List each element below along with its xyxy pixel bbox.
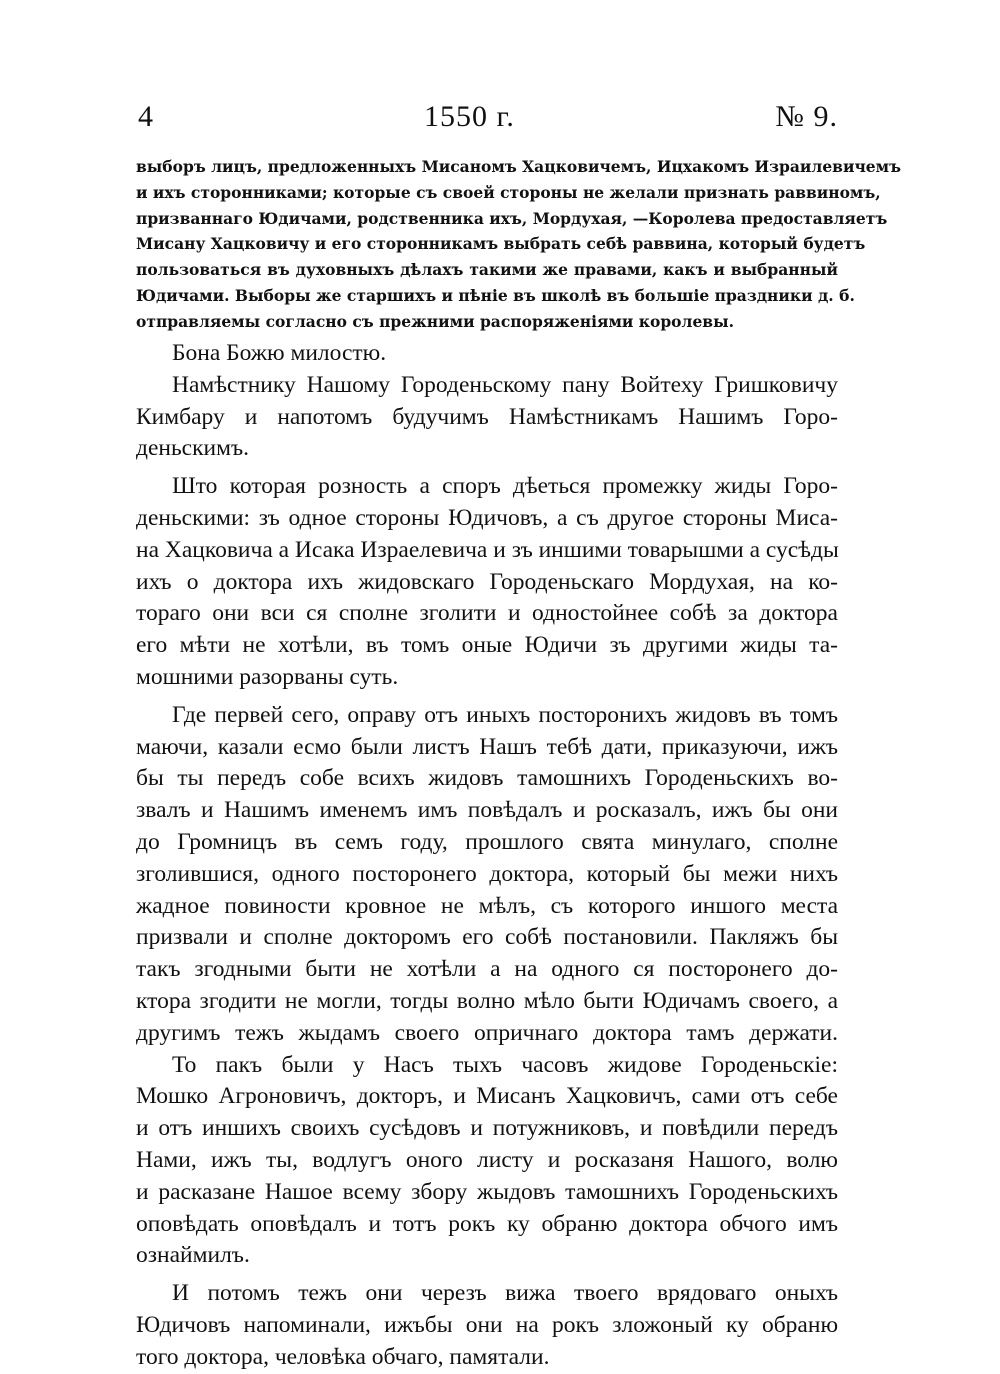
body-line: ктора згодити не могли, тогды волно мѣло быти Юдичамъ своего, а: [136, 987, 838, 1014]
document-summary: [136, 154, 902, 335]
body-line: оповѣдать оповѣдалъ и тотъ рокъ ку обраню доктора обчого имъ: [136, 1210, 838, 1237]
body-line: маючи, казали есмо были листъ Нашъ тебѣ дати, приказуючи, ижъ: [136, 733, 838, 760]
body-line: Што которая розность а споръ дѣеться промежку жиды Горо-: [172, 473, 838, 500]
body-line: на Хацковича а Исака Израелевича и зъ иншими товарышми а сусѣды: [136, 536, 839, 563]
body-line: Юдичовъ напоминали, ижъбы они на рокъ зложоный ку обраню: [136, 1311, 838, 1338]
body-line: тораго они вси ся сполне зголити и одностойнее собѣ за доктора: [136, 600, 838, 627]
body-line: То пакъ были у Насъ тыхъ часовъ жидове Городеньскіе:: [172, 1051, 838, 1078]
body-line: Кимбару и напотомъ будучимъ Намѣстникамъ Нашимъ Горо-: [136, 403, 838, 430]
body-line: мошними разорваны суть.: [136, 663, 399, 690]
paragraph: [136, 471, 838, 694]
body-line: бы ты передъ собе всихъ жидовъ тамошнихъ Городеньскихъ во-: [136, 765, 838, 792]
paragraph: [136, 1050, 838, 1273]
body-line: Мошко Агроновичъ, докторъ, и Мисанъ Хацковичъ, сами отъ себе: [136, 1083, 838, 1110]
body-line: того доктора, человѣка обчаго, памятали.: [136, 1343, 550, 1370]
body-line: деньскимъ.: [136, 435, 250, 462]
summary-line: Мисану Хацковичу и его сторонникамъ выбрать себѣ раввина, который будетъ: [136, 234, 866, 254]
body-line: Бона Божю милостю.: [172, 340, 387, 366]
document-number: № 9.: [775, 100, 838, 133]
body-line: призвали и сполне докторомъ его собѣ постановили. Пакляжъ бы: [136, 924, 838, 951]
summary-line: Юдичами. Выборы же старшихъ и пѣніе въ школѣ въ большіе праздники д. б.: [136, 285, 855, 305]
summary-line: отправляемы согласно съ прежними распоряженіями королевы.: [136, 311, 735, 331]
body-line: жадное повиности кровное не мѣлъ, съ которого иншого места: [136, 892, 838, 919]
body-line: такъ згодными быти не хотѣли а на одного ся посторонего до-: [136, 956, 838, 983]
document-body: [136, 338, 838, 1374]
summary-line: выборъ лицъ, предложенныхъ Мисаномъ Хацковичемъ, Ицхакомъ Израилевичемъ: [136, 157, 902, 176]
body-line: деньскими: зъ одное стороны Юдичовъ, а съ другое стороны Миса-: [136, 504, 838, 531]
body-line: звалъ и Нашимъ именемъ имъ повѣдалъ и росказалъ, ижъ бы они: [136, 797, 838, 824]
body-line: Намѣстнику Нашому Городеньскому пану Войтеху Гришковичу: [172, 371, 838, 398]
page-number: 4: [138, 100, 153, 133]
body-line: до Громницъ въ семъ году, прошлого свята минулаго, сполне: [136, 828, 838, 855]
paragraph: [136, 700, 838, 1050]
summary-line: призваннаго Юдичами, родственника ихъ, Мордухая, —Королева предоставляетъ: [136, 208, 888, 228]
body-line: зголившися, одного посторонего доктора, который бы межи нихъ: [136, 860, 838, 887]
body-line: ихъ о доктора ихъ жидовскаго Городеньскаго Мордухая, на ко-: [136, 568, 838, 595]
summary-line: пользоваться въ духовныхъ дѣлахъ такими же правами, какъ и выбранный: [136, 260, 838, 280]
body-line: Где первей сего, оправу отъ иныхъ посторонихъ жидовъ въ томъ: [172, 701, 838, 728]
document-year: 1550 г.: [424, 100, 515, 133]
paragraph-salutation: [136, 338, 838, 370]
paragraph: [136, 1278, 838, 1373]
summary-line: и ихъ сторонниками; которые съ своей стороны не желали признать раввиномъ,: [136, 182, 881, 202]
body-line: его мѣти не хотѣли, въ томъ оные Юдичи зъ другими жиды та-: [136, 632, 838, 659]
page-header: [138, 100, 838, 140]
paragraph-addressee: [136, 370, 838, 465]
body-line: Нами, ижъ ты, водлугъ оного листу и росказаня Нашого, волю: [136, 1146, 838, 1173]
body-line: и отъ иншихъ своихъ сусѣдовъ и потужниковъ, и повѣдили передъ: [136, 1115, 838, 1142]
body-line: другимъ тежъ жыдамъ своего опричнаго доктора тамъ держати.: [136, 1019, 838, 1046]
body-line: и расказане Нашое всему збору жыдовъ тамошнихъ Городеньскихъ: [136, 1178, 838, 1205]
body-line: И потомъ тежъ они черезъ вижа твоего врядоваго оныхъ: [172, 1280, 838, 1307]
body-line: ознаймилъ.: [136, 1242, 250, 1269]
